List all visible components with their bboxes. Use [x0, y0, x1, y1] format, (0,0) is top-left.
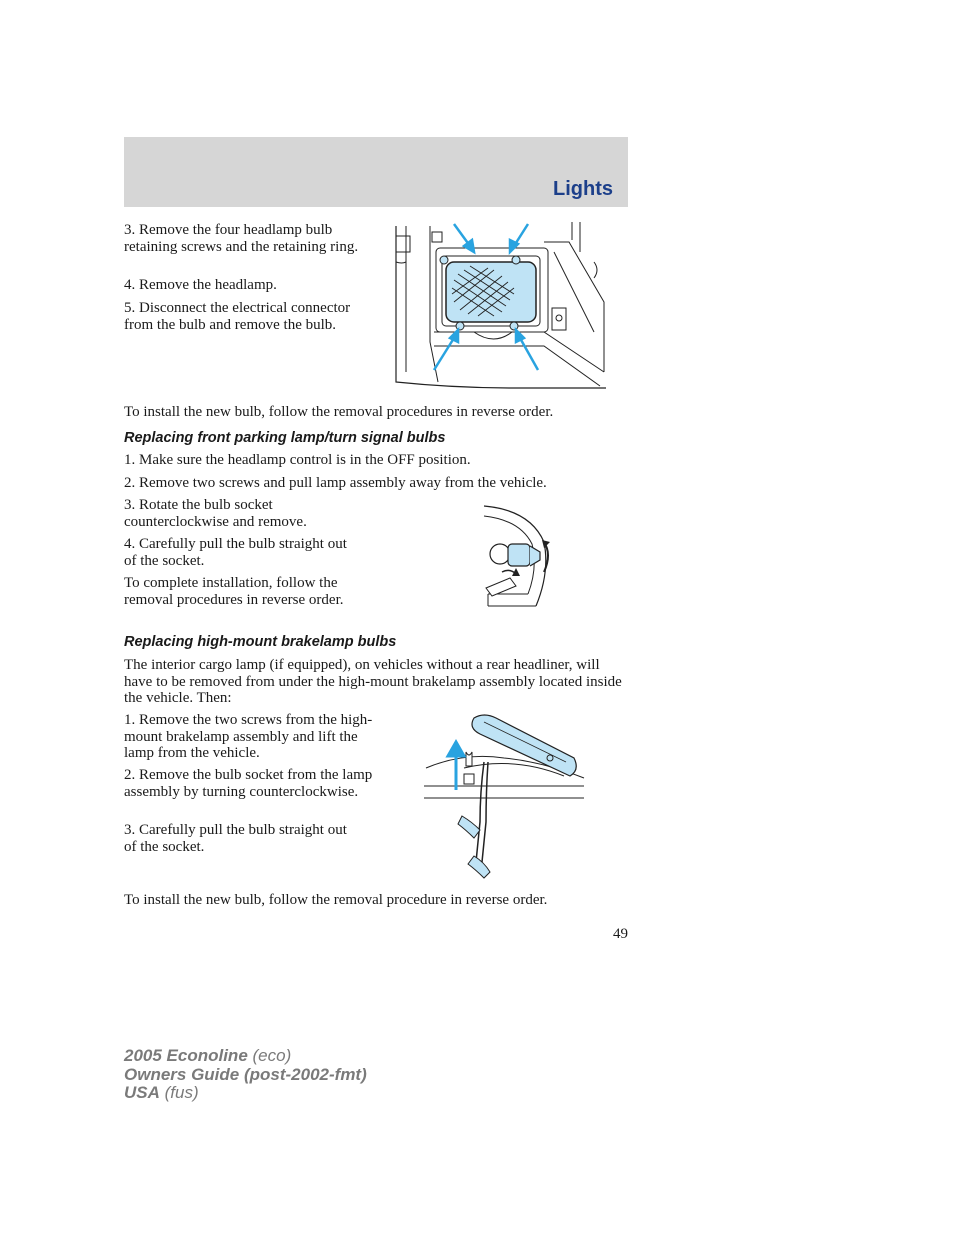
footer-region: USA: [124, 1083, 160, 1102]
step-3-pull-bulb: 3. Carefully pull the bulb straight out of the socket.: [124, 822, 347, 855]
brakelamp-illustration: [424, 712, 586, 880]
parking-lamp-illustration: [480, 502, 556, 612]
footer-model: 2005 Econoline: [124, 1046, 248, 1065]
footer-guide: Owners Guide (post-2002-fmt): [124, 1064, 367, 1084]
step-4-remove-headlamp: 4. Remove the headlamp.: [124, 277, 277, 293]
footer-region-code: (fus): [164, 1083, 199, 1102]
page-title: Lights: [553, 178, 613, 200]
footer: [124, 1047, 367, 1103]
install-note-headlamp: To install the new bulb, follow the removal procedures in reverse order.: [124, 404, 554, 420]
step-2-remove-socket: 2. Remove the bulb socket from the lamp assembly by turning counterclockwise.: [124, 767, 373, 800]
header-bar: [124, 137, 628, 207]
step-5-disconnect-connector: 5. Disconnect the electrical connector from the bulb and remove the bulb.: [124, 300, 351, 333]
footer-line-2: [124, 1066, 367, 1085]
section-heading-brakelamp: Replacing high-mount brakelamp bulbs: [124, 634, 397, 650]
headlamp-illustration: [394, 222, 608, 390]
brakelamp-intro: The interior cargo lamp (if equipped), on vehicles without a rear headliner, will have to be removed from under the high-mount brakelamp assembly located inside the vehicle. Then:: [124, 657, 622, 706]
step-3-rotate-socket: 3. Rotate the bulb socket counterclockwise and remove.: [124, 497, 307, 530]
page-number: 49: [613, 926, 628, 942]
footer-line-3: [124, 1084, 367, 1103]
footer-line-1: [124, 1047, 367, 1066]
complete-installation-note: To complete installation, follow the removal procedures in reverse order.: [124, 575, 344, 608]
step-3-remove-screws: 3. Remove the four headlamp bulb retaining screws and the retaining ring.: [124, 222, 359, 255]
install-note-brakelamp: To install the new bulb, follow the removal procedure in reverse order.: [124, 892, 548, 908]
step-1-remove-brakelamp: 1. Remove the two screws from the high-mount brakelamp assembly and lift the lamp from the vehicle.: [124, 712, 373, 761]
step-1-headlamp-off: 1. Make sure the headlamp control is in the OFF position.: [124, 452, 471, 468]
footer-model-code: (eco): [252, 1046, 292, 1065]
section-heading-parking-lamp: Replacing front parking lamp/turn signal bulbs: [124, 430, 446, 446]
step-4-pull-bulb: 4. Carefully pull the bulb straight out of the socket.: [124, 536, 347, 569]
step-2-remove-screws: 2. Remove two screws and pull lamp assembly away from the vehicle.: [124, 475, 547, 491]
